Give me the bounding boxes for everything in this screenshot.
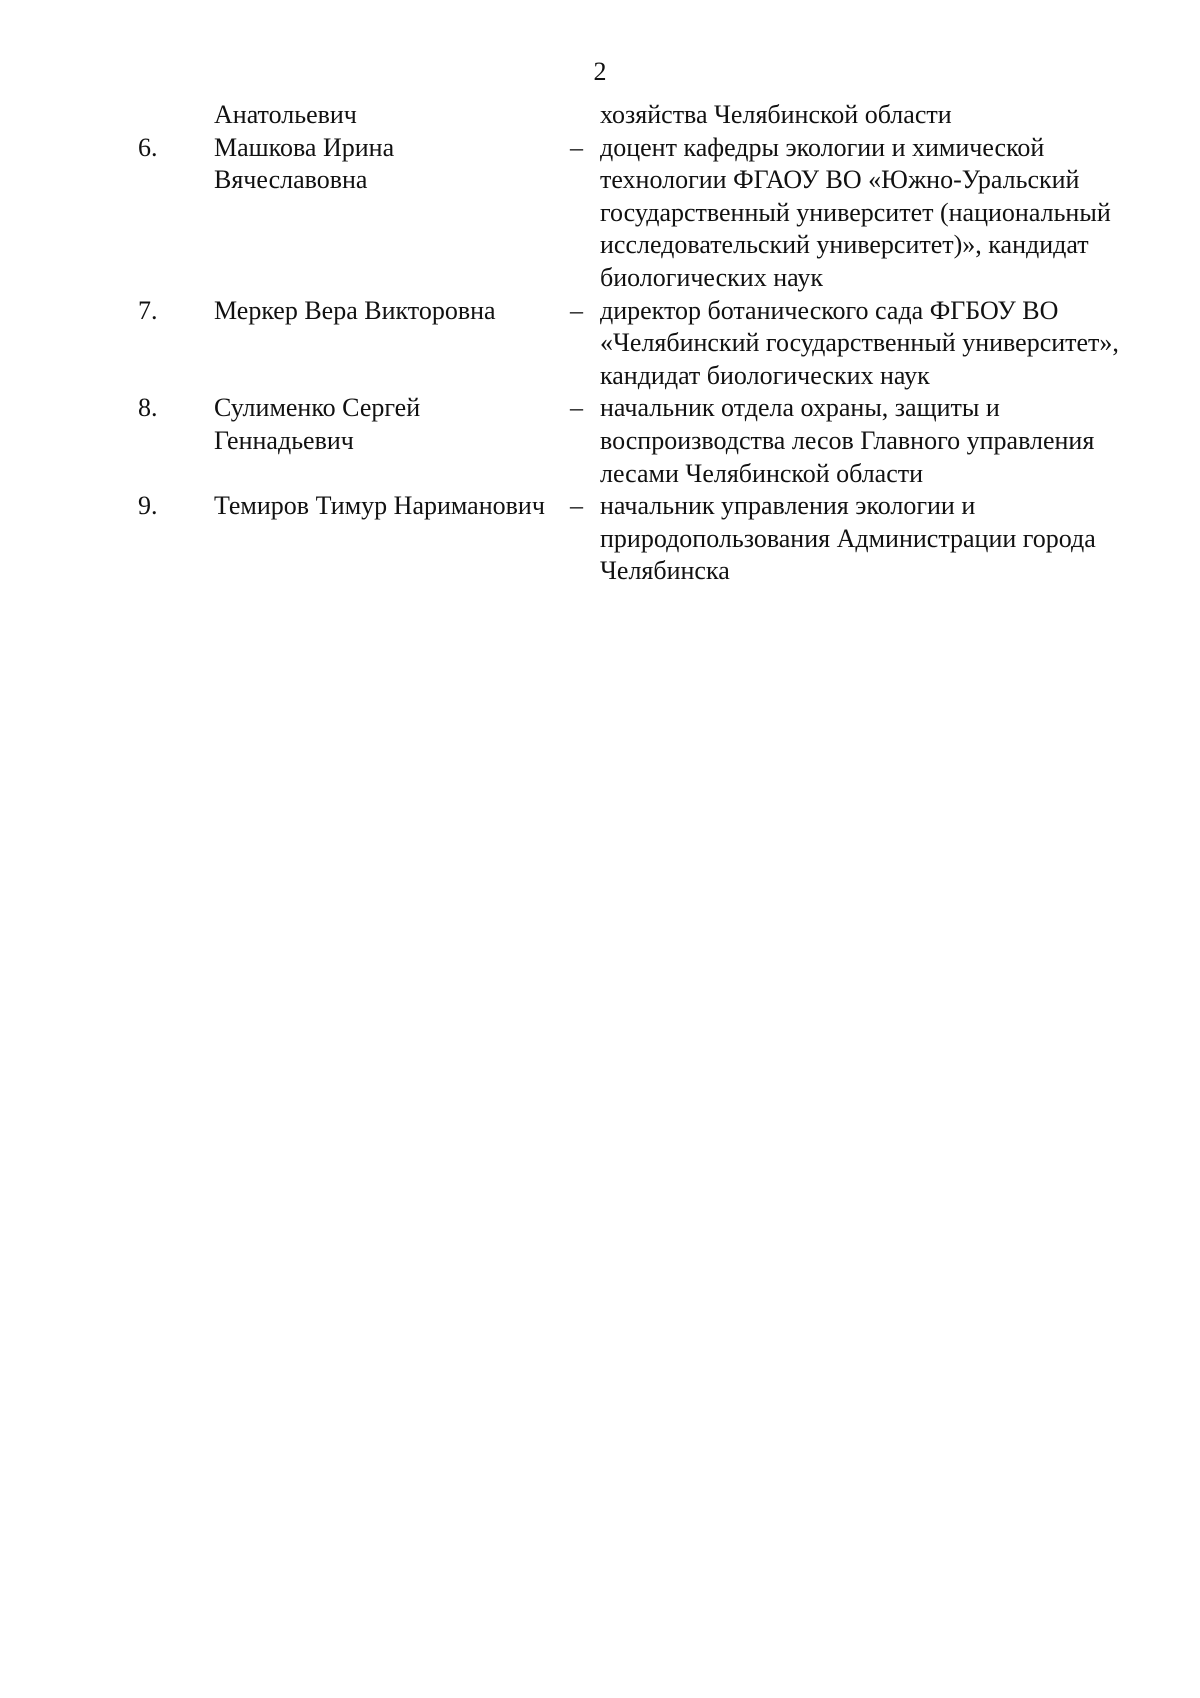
page-number: 2 <box>593 57 607 86</box>
member-name: Сулименко Сергей Геннадьевич <box>214 393 421 455</box>
member-description: директор ботанического сада ФГБОУ ВО «Челябинский государственный университет», кандидат биологических наук <box>600 295 1119 390</box>
member-row <box>0 490 1200 588</box>
member-name: Анатольевич <box>214 100 357 129</box>
member-name: Меркер Вера Викторовна <box>214 295 496 325</box>
member-dash: – <box>570 393 583 423</box>
member-row <box>0 392 1200 490</box>
member-number: 7. <box>138 295 158 325</box>
member-row <box>0 132 1200 295</box>
member-row <box>0 295 1200 393</box>
member-row-continuation <box>0 99 1200 132</box>
member-description: начальник управления экологии и природопользования Администрации города Челябинска <box>600 491 1096 586</box>
member-list <box>0 99 1200 588</box>
member-number: 9. <box>138 491 158 521</box>
member-description: доцент кафедры экологии и химической технологии ФГАОУ ВО «Южно-Уральский государственный университет (национальный исследовательский университет)», кандидат биологических наук <box>600 132 1111 292</box>
member-name: Машкова Ирина Вячеславовна <box>214 132 395 195</box>
member-dash: – <box>570 491 583 521</box>
member-dash: – <box>570 295 583 325</box>
member-number: 8. <box>138 393 158 423</box>
member-description: начальник отдела охраны, защиты и воспроизводства лесов Главного управления лесами Челябинской области <box>600 393 1095 488</box>
member-description: хозяйства Челябинской области <box>600 100 952 129</box>
member-number: 6. <box>138 132 158 162</box>
member-name: Темиров Тимур Нариманович <box>214 491 545 521</box>
member-dash: – <box>570 132 583 162</box>
